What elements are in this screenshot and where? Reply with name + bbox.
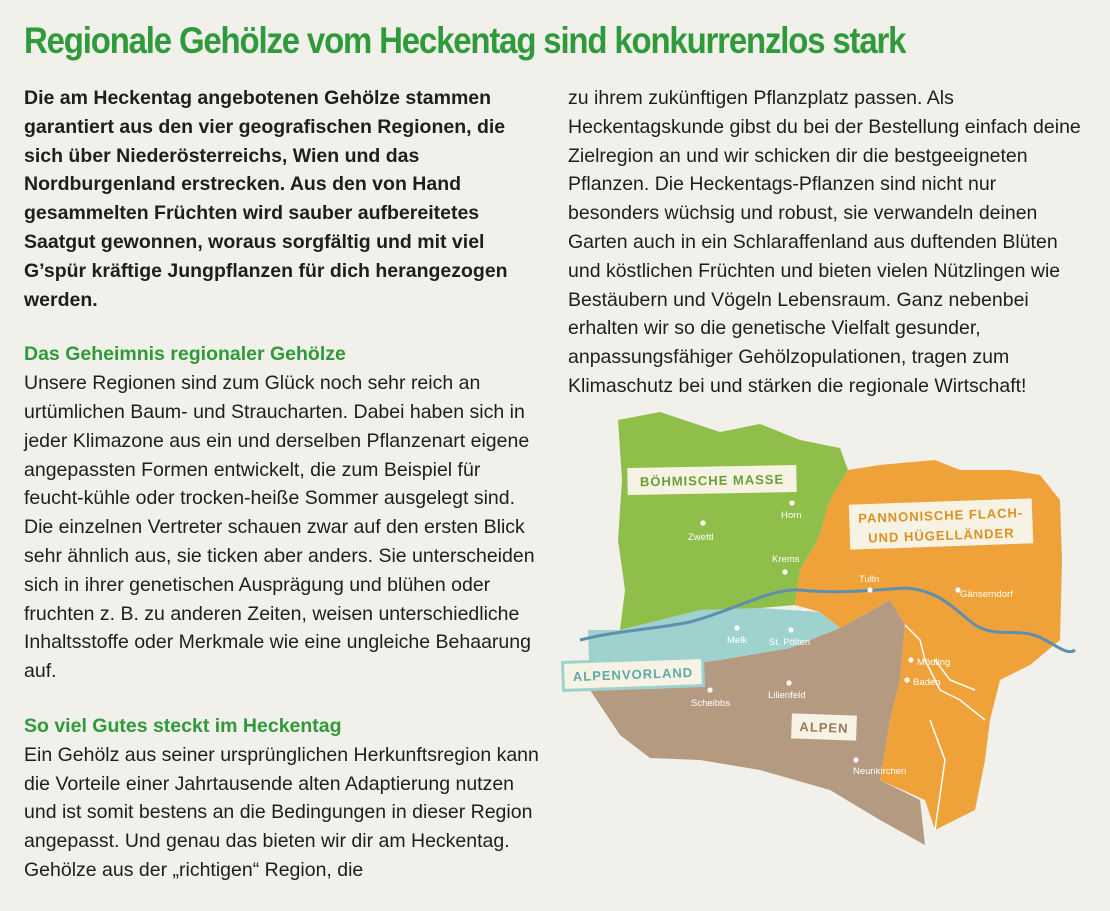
intro-paragraph: Die am Heckentag angebotenen Gehölze stammen garantiert aus den vier geografischen Regionen, die sich über Niederösterreichs, Wien und das Nordburgenland erstrecken. Aus den von Hand gesammelten Früchten wird sauber aufbereitetes Saatgut gewonnen, woraus sorgfältig und mit viel G’spür kräftige Jungpflanzen für dich herangezogen werden. xyxy=(24,87,508,311)
city-label-horn: Horn xyxy=(781,510,802,521)
city-label-neunkirchen: Neunkirchen xyxy=(853,766,907,777)
region-label-text-alpenvorland: ALPENVORLAND xyxy=(572,664,694,685)
city-label-tulln: Tulln xyxy=(859,574,880,585)
city-label-lilienfeld: Lilienfeld xyxy=(768,690,806,701)
right-column xyxy=(568,84,1088,427)
section-heading-gutes: So viel Gutes steckt im Heckentag xyxy=(24,714,342,737)
city-label-moedling: Mödling xyxy=(917,657,951,668)
section-heading-geheimnis: Das Geheimnis regionaler Gehölze xyxy=(24,343,346,366)
section-text-gutes-right: zu ihrem zukünftigen Pflanzplatz passen. Als Heckentagskunde gibst du bei der Bestellung einfach deine Zielregion an und wir schicken dir die bestgeeigneten Pflanzen. Die Heckentags-Pflanzen sind nicht nur besonders wüchsig und robust, sie verwandeln deinen Garten auch in ein Schlaraffenland aus duftenden Blüten und köstlichen Früchten und bieten vielen Nützlingen wie Bestäubern und Vögeln Lebensraum. Ganz nebenbei erhalten wir so die genetische Vielfalt gesunder, anpassungsfähiger Gehölzopulationen, tragen zum Klimaschutz bei und stärken die regionale Wirtschaft! xyxy=(568,87,1081,397)
city-label-melk: Melk xyxy=(727,635,748,646)
region-label-text-boehmische: BÖHMISCHE MASSE xyxy=(639,471,785,490)
city-label-krems: Krems xyxy=(772,554,800,565)
city-label-st-poelten: St. Pölten xyxy=(769,637,811,648)
page-title: Regionale Gehölze vom Heckentag sind konkurrenzlos stark xyxy=(24,20,906,61)
section-text-gutes-left: Ein Gehölz aus seiner ursprünglichen Herkunftsregion kann die Vorteile einer Jahrtausende alten Adaptierung nutzen und ist somit bestens an die Bedingungen in dieser Region angepasst. Und genau das bieten wir dir am Heckentag. Gehölze aus der „richtigen“ Region, die xyxy=(24,743,539,881)
region-label-boehmische-masse xyxy=(626,464,798,497)
region-map xyxy=(555,400,1100,870)
city-label-scheibbs: Scheibbs xyxy=(691,698,731,709)
region-label-text-pannonische-2: UND HÜGELLÄNDER xyxy=(867,525,1015,546)
region-label-alpen xyxy=(790,712,859,742)
region-label-text-alpen: ALPEN xyxy=(799,719,849,736)
left-column xyxy=(24,84,544,911)
city-label-gaenserndorf: Gänserndorf xyxy=(960,589,1013,600)
region-label-pannonische xyxy=(847,497,1035,551)
city-label-baden: Baden xyxy=(913,677,941,688)
region-label-alpenvorland xyxy=(563,658,704,691)
city-label-zwettl: Zwettl xyxy=(688,532,714,543)
region-label-text-pannonische-1: PANNONISCHE FLACH- xyxy=(857,505,1024,526)
section-text-geheimnis: Unsere Regionen sind zum Glück noch sehr reich an urtümlichen Baum- und Straucharten. Dabei haben sich in jeder Klimazone aus ein und derselben Pflanzenart eigene angepassten Formen entwickelt, die zum Beispiel für feucht-kühle oder trocken-heiße Sommer ausgelegt sind. Die einzelnen Vertreter schauen zwar auf den ersten Blick sehr ähnlich aus, sie ticken aber anders. Sie unterscheiden sich in ihrer genetischen Ausprägung und blühen oder fruchten z. B. zu anderen Zeiten, weisen unterschiedliche Inhaltsstoffe oder Merkmale wie eine ungleiche Behaarung auf. xyxy=(24,372,535,683)
